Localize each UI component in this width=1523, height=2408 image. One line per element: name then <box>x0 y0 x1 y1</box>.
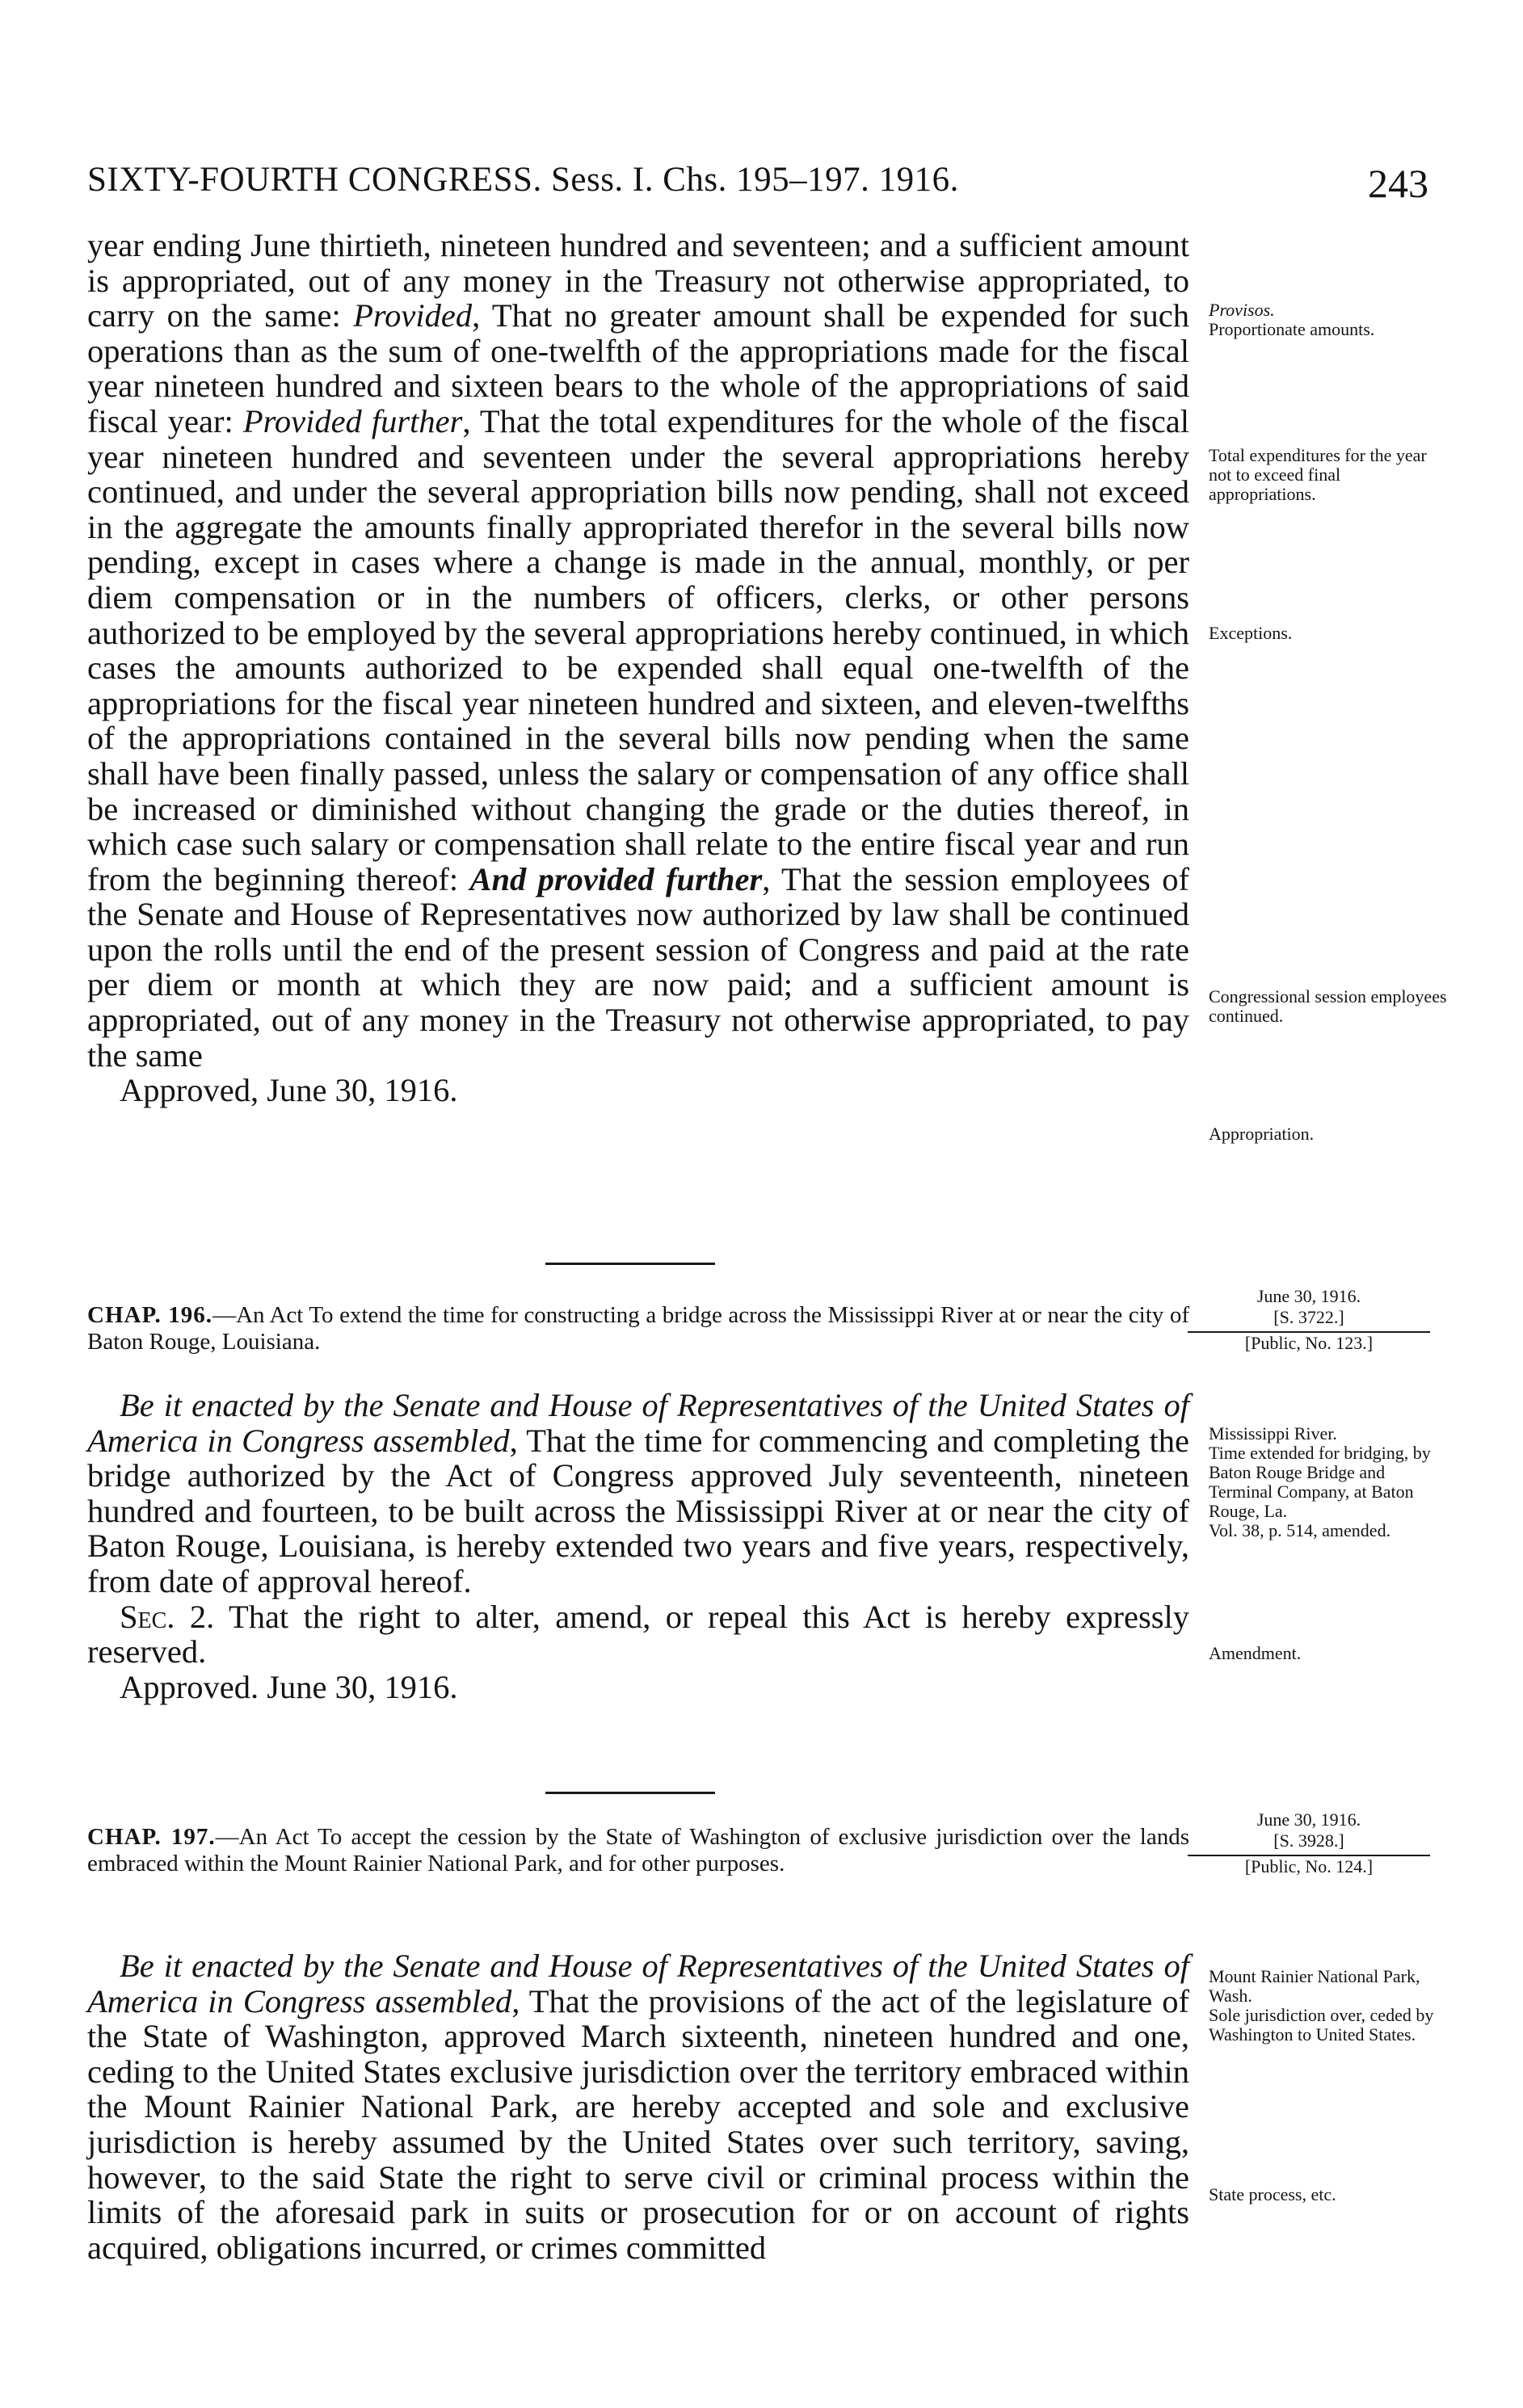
margin-note-proportionate: Proportionate amounts. <box>1209 319 1375 339</box>
margin-note-time-extended: Time extended for bridging, by Baton Rouge Bridge and Terminal Company, at Baton Rouge, La. <box>1209 1443 1431 1521</box>
page-number: 243 <box>1368 161 1428 206</box>
section-divider <box>545 1263 715 1265</box>
margin-note-mount-rainier: Mount Rainier National Park, Wash. Sole jurisdiction over, ceded by Washington to United States. <box>1209 1967 1451 2044</box>
chap197-label: CHAP. 197. <box>87 1824 216 1850</box>
chap196-public: [Public, No. 123.] <box>1244 1333 1374 1353</box>
margin-note-total-expenditures: Total expenditures for the year not to exceed final appropriations. <box>1209 445 1427 504</box>
approved-line: Approved, June 30, 1916. <box>120 1072 458 1109</box>
margin-note-sole-jurisdiction: Sole jurisdiction over, ceded by Washington to United States. <box>1209 2005 1434 2044</box>
chap196-label: CHAP. 196. <box>87 1302 213 1328</box>
chap196-sec2: Sec. 2. That the right to alter, amend, or repeal this Act is hereby expressly reserved. <box>87 1598 1189 1670</box>
chap196-body <box>87 1388 1189 1705</box>
chap196-dateblock <box>1188 1286 1430 1354</box>
margin-note-vol-ref: Vol. 38, p. 514, amended. <box>1209 1520 1391 1540</box>
margin-note-state-process: State process, etc. <box>1209 2184 1336 2204</box>
chap197-dateblock <box>1188 1809 1430 1877</box>
header-title: SIXTY-FOURTH CONGRESS. Sess. I. Chs. 195–197. 1916. <box>87 161 959 199</box>
chap197-bill: [S. 3928.] <box>1273 1830 1344 1851</box>
chap197-public: [Public, No. 124.] <box>1244 1856 1374 1876</box>
chap196-date: June 30, 1916. <box>1256 1286 1361 1306</box>
chap197-title: —An Act To accept the cession by the State of Washington of exclusive jurisdiction over the lands embraced within the Mount Rainier National Park, and for other purposes. <box>87 1824 1189 1876</box>
chap196-title: —An Act To extend the time for constructing a bridge across the Mississippi River at or near the city of Baton Rouge, Louisiana. <box>87 1302 1190 1355</box>
margin-note-provisos: Provisos. Proportionate amounts. <box>1209 300 1451 339</box>
chap197-heading <box>87 1824 1189 1877</box>
chap197-date: June 30, 1916. <box>1256 1809 1361 1830</box>
chap197-body <box>87 1948 1189 2265</box>
section-divider-2 <box>545 1792 715 1794</box>
margin-note-mississippi: Mississippi River. Time extended for bridging, by Baton Rouge Bridge and Terminal Company, at Baton Rouge, La. Vol. 38, p. 514, amended. <box>1209 1424 1451 1540</box>
margin-note-exceptions: Exceptions. <box>1209 623 1293 643</box>
margin-note-amendment: Amendment. <box>1209 1643 1302 1663</box>
chap197-paragraph: Be it enacted by the Senate and House of Representatives of the United States of America in Congress assembled, That the provisions of the act of the legislature of the State of Washington, approved March sixteenth, nineteen hundred and one, ceding to the United States exclusive jurisdiction over the territory embraced within the Mount Rainier National Park, are hereby accepted and sole and exclusive jurisdiction is hereby assumed by the United States over such territory, saving, however, to the said State the right to serve civil or criminal process within the limits of the aforesaid park in suits or prosecution for or on account of rights acquired, obligations incurred, or crimes committed <box>87 1948 1190 2266</box>
chap196-approved: Approved. June 30, 1916. <box>120 1668 458 1705</box>
margin-note-appropriation: Appropriation. <box>1209 1124 1315 1144</box>
chap196-heading <box>87 1302 1189 1355</box>
running-header <box>87 160 1428 208</box>
margin-note-congressional-session: Congressional session employees continued. <box>1209 986 1447 1026</box>
continuation-paragraph: year ending June thirtieth, nineteen hundred and seventeen; and a sufficient amount is appropriated, out of any money in the Treasury not otherwise appropriated, to carry on the same: Provided, That no greater amount shall be expended for such operations than as the sum of one-twelfth of the appropriations made for the fiscal year nineteen hundred and sixteen bears to the whole of the appropriations of said fiscal year: Provided further, That the total expenditures for the whole of the fiscal year nineteen hundred and seventeen under the several appropriations hereby continued, and under the several appropriation bills now pending, shall not exceed in the aggregate the amounts finally appropriated therefor in the several bills now pending, except in cases where a change is made in the annual, monthly, or per diem compensation or in the numbers of officers, clerks, or other persons authorized to be employed by the several appropriations hereby continued, in which cases the amounts authorized to be expended shall equal one-twelfth of the appropriations for the fiscal year nineteen hundred and sixteen, and eleven-twelfths of the appropriations contained in the several bills now pending when the same shall have been finally passed, unless the salary or compensation of any office shall be increased or diminished without changing the grade or the duties thereof, in which case such salary or compensation shall relate to the entire fiscal year and run from the beginning thereof: And provided further, That the session employees of the Senate and House of Representatives now authorized by law shall be continued upon the rolls until the end of the present session of Congress and paid at the rate per diem or month at which they are now paid; and a sufficient amount is appropriated, out of any money in the Treasury not otherwise appropriated, to pay the same <box>87 227 1189 1074</box>
continuation-section <box>87 228 1189 1108</box>
chap196-paragraph: Be it enacted by the Senate and House of Representatives of the United States of America in Congress assembled, That the time for commencing and completing the bridge authorized by the Act of Congress approved July seventeenth, nineteen hundred and fourteen, to be built across the Mississippi River at or near the city of Baton Rouge, Louisiana, is hereby extended two years and five years, respectively, from date of approval hereof. <box>87 1387 1189 1599</box>
chap196-bill: [S. 3722.] <box>1273 1307 1344 1327</box>
